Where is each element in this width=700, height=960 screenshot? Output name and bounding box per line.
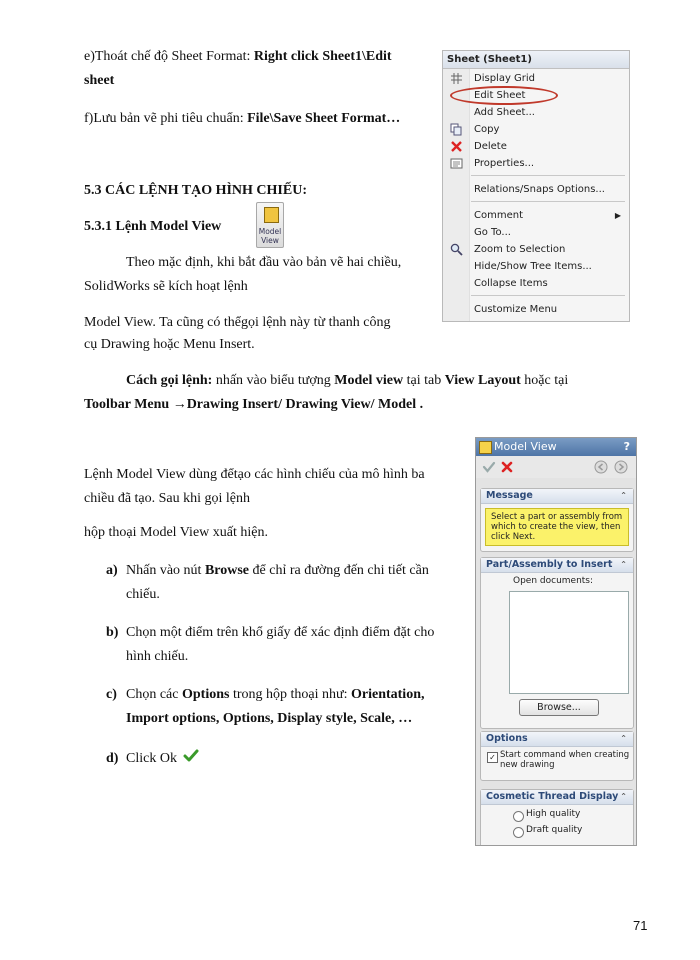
options-group-header[interactable] — [481, 732, 633, 747]
step-c-bold2: Orientation, — [350, 687, 425, 702]
zoom-icon — [450, 243, 463, 256]
submenu-arrow-icon: ▶ — [614, 211, 621, 220]
menu-item-label: Collapse Items — [474, 278, 548, 289]
options-header-label: Options — [486, 733, 528, 744]
open-documents-label: Open documents: — [513, 576, 594, 586]
high-quality-radio[interactable] — [513, 811, 524, 822]
line-f — [84, 108, 400, 130]
model-view-panel — [475, 437, 637, 846]
step-c-line1 — [126, 684, 424, 706]
context-menu-title: Sheet (Sheet1) — [443, 51, 629, 69]
step-c-text1: Chọn các — [126, 687, 182, 702]
menu-item-label: Zoom to Selection — [474, 244, 566, 255]
model-view-panel-title-bar — [476, 438, 636, 456]
ok-check-icon[interactable] — [482, 460, 496, 474]
step-c-text2: trong hộp thoại như: — [229, 687, 351, 702]
step-c-label: c) — [106, 687, 117, 702]
properties-icon — [450, 157, 463, 170]
step-d-label: d) — [106, 751, 119, 766]
menu-item-collapse-items[interactable] — [443, 275, 629, 292]
browse-button[interactable]: Browse... — [519, 699, 599, 716]
model-view-action-bar — [476, 456, 636, 478]
model-view-icon-line1: Model — [258, 227, 282, 236]
step-d-line — [126, 748, 199, 770]
menu-separator — [471, 175, 625, 176]
open-documents-list[interactable] — [509, 591, 629, 694]
part-assembly-group — [480, 557, 634, 729]
call-text2: tại tab — [403, 373, 445, 388]
high-quality-label: High quality — [526, 809, 581, 819]
start-command-label: Start command when creating new drawing — [500, 750, 630, 770]
options-group — [480, 731, 634, 781]
message-group — [480, 488, 634, 552]
message-header-label: Message — [486, 490, 533, 501]
para2-line2: cụ Drawing hoặc Menu Insert. — [84, 337, 255, 352]
menu-item-delete[interactable] — [443, 138, 629, 155]
menu-item-label: Hide/Show Tree Items... — [474, 261, 592, 272]
step-a-line1 — [126, 560, 429, 582]
menu-item-zoom-to-selection[interactable] — [443, 241, 629, 258]
menu-item-label: Comment — [474, 210, 523, 221]
model-view-panel-title: Model View — [494, 440, 557, 453]
model-view-toolbar-icon — [256, 202, 284, 248]
step-a-bold: Browse — [204, 563, 250, 578]
step-c-line2: Import options, Options, Display style, Scale, … — [126, 711, 413, 726]
grid-icon — [450, 72, 463, 85]
cosmetic-thread-group-header[interactable] — [481, 790, 633, 805]
menu-item-comment[interactable] — [443, 207, 629, 224]
draft-quality-radio[interactable] — [513, 827, 524, 838]
step-d-text: Click Ok — [126, 751, 177, 766]
edit-sheet-highlight-oval — [450, 86, 558, 105]
part-assembly-header-label: Part/Assembly to Insert — [486, 559, 613, 570]
menu-item-label: Display Grid — [474, 73, 536, 84]
step-a-label: a) — [106, 563, 118, 578]
menu-separator — [471, 295, 625, 296]
menu-item-properties[interactable] — [443, 155, 629, 172]
section-heading: 5.3 CÁC LỆNH TẠO HÌNH CHIẾU: — [84, 183, 307, 198]
cancel-x-icon[interactable] — [500, 460, 514, 474]
call-text1: nhấn vào biểu tượng — [212, 373, 335, 388]
call-bold1: Model view — [334, 373, 404, 388]
step-c-bold1: Options — [181, 687, 230, 702]
menu-item-label: Copy — [474, 124, 500, 135]
call-line2: Toolbar Menu →Drawing Insert/ Drawing View/ Model . — [84, 397, 424, 412]
call-text3: hoặc tại — [520, 373, 569, 388]
call-line1 — [126, 370, 568, 392]
para4: hộp thoại Model View xuất hiện. — [84, 525, 268, 540]
model-view-icon-line2: View — [261, 236, 279, 245]
model-view-cube-icon — [264, 207, 279, 223]
para1-line2: SolidWorks sẽ kích hoạt lệnh — [84, 279, 248, 294]
call-label: Cách gọi lệnh: — [126, 373, 213, 388]
menu-item-label: Go To... — [474, 227, 511, 238]
menu-item-label: Properties... — [474, 158, 535, 169]
line-e-bold: Right click Sheet1\Edit — [253, 49, 392, 64]
step-a-text2: để chỉ ra đường đến chi tiết cần — [249, 563, 429, 578]
menu-item-relations-snaps[interactable] — [443, 181, 629, 198]
line-e-cont: sheet — [84, 73, 115, 88]
page-number: 71 — [633, 918, 648, 933]
menu-item-label: Delete — [474, 141, 507, 152]
subsection-heading: 5.3.1 Lệnh Model View — [84, 219, 222, 234]
delete-x-icon — [450, 140, 463, 153]
start-command-checkbox[interactable]: ✓ — [487, 752, 498, 763]
step-a-text1: Nhấn vào nút — [126, 563, 205, 578]
step-b-line2: hình chiếu. — [126, 649, 189, 664]
line-e-prefix: e)Thoát chế độ Sheet Format: — [84, 49, 254, 64]
model-view-title-icon — [479, 441, 492, 454]
menu-item-copy[interactable] — [443, 121, 629, 138]
menu-item-hide-show-tree[interactable] — [443, 258, 629, 275]
menu-item-go-to[interactable] — [443, 224, 629, 241]
step-b-line1: Chọn một điểm trên khổ giấy để xác định điểm đặt cho — [126, 625, 435, 640]
call-bold2: View Layout — [444, 373, 521, 388]
menu-item-label: Customize Menu — [474, 304, 558, 315]
ok-check-icon — [183, 748, 199, 764]
para3-line1: Lệnh Model View dùng đểtạo các hình chiếu của mô hình ba — [84, 467, 425, 482]
line-e — [84, 46, 392, 68]
draft-quality-label: Draft quality — [526, 825, 583, 835]
copy-icon — [450, 123, 463, 136]
line-f-prefix: f)Lưu bản vẽ phi tiêu chuẩn: — [84, 111, 248, 126]
para1-line1: Theo mặc định, khi bắt đầu vào bản vẽ hai chiều, — [126, 255, 402, 270]
line-f-bold: File\Save Sheet Format… — [247, 111, 401, 126]
para3-line2: chiều đã tạo. Sau khi gọi lệnh — [84, 491, 251, 506]
help-icon[interactable]: ? — [623, 440, 630, 453]
next-arrow-icon[interactable] — [614, 460, 628, 474]
step-a-line2: chiếu. — [126, 587, 160, 602]
step-b-label: b) — [106, 625, 119, 640]
cosmetic-thread-group — [480, 789, 634, 846]
menu-item-customize-menu[interactable] — [443, 301, 629, 318]
message-text: Select a part or assembly from which to create the view, then click Next. — [485, 508, 629, 546]
collapse-chevron-icon: ⌃ — [620, 560, 627, 569]
collapse-chevron-icon: ⌃ — [620, 792, 627, 801]
collapse-chevron-icon: ⌃ — [620, 734, 627, 743]
menu-item-add-sheet[interactable] — [443, 104, 629, 121]
back-arrow-icon[interactable] — [594, 460, 608, 474]
part-assembly-group-header[interactable] — [481, 558, 633, 573]
menu-item-label: Add Sheet... — [474, 107, 535, 118]
menu-separator — [471, 201, 625, 202]
para2-line1: Model View. Ta cũng có thểgọi lệnh này từ thanh công — [84, 315, 391, 330]
menu-item-label: Edit Sheet — [474, 90, 526, 101]
menu-item-label: Relations/Snaps Options... — [474, 184, 605, 195]
cosmetic-thread-header-label: Cosmetic Thread Display — [486, 791, 619, 802]
message-group-header[interactable] — [481, 489, 633, 504]
collapse-chevron-icon: ⌃ — [620, 491, 627, 500]
menu-item-display-grid[interactable] — [443, 70, 629, 87]
